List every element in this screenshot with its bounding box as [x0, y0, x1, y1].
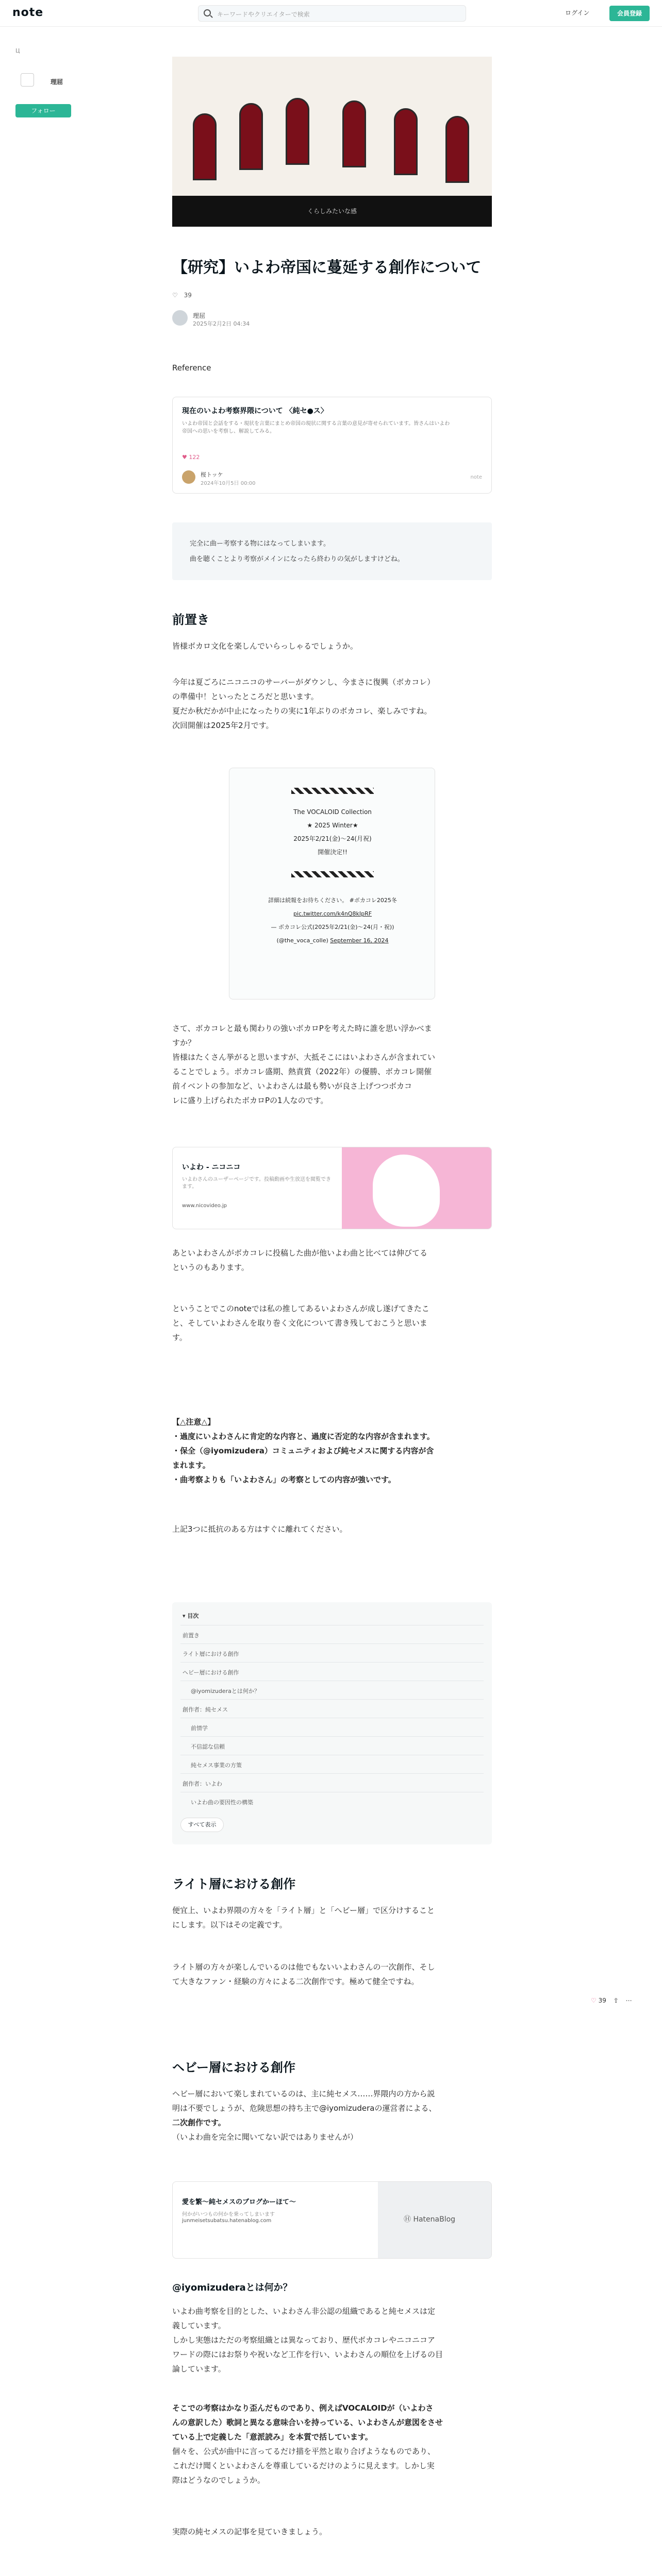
text-line: 皆様はたくさん挙がると思いますが、大抵そこにはいよわさんが含まれてい: [172, 1053, 436, 1062]
toc-divider: [180, 1662, 484, 1663]
nico-card-thumbnail: [342, 1147, 491, 1229]
text-line: というのもあります。: [172, 1263, 249, 1272]
text-line: と、そしていよわさんを取り巻く文化について書き残しておこうと思いま: [172, 1318, 427, 1328]
reference-card[interactable]: [172, 397, 492, 494]
event-date[interactable]: September 16, 2024: [330, 937, 389, 944]
text-line: 便宜上、いよわ界隈の方々を「ライト層」と「ヘビー層」で区分けすること: [172, 1906, 435, 1915]
text-line: 個々を、公式が曲中に言ってるだけ描を平然と取り合げようなものであり、: [172, 2447, 436, 2456]
text-line: 次回開催は2025年2月です。: [172, 721, 274, 730]
account-icon[interactable]: [21, 73, 34, 87]
text-line: あといよわさんがボカコレに投稿した曲が他いよわ曲と比べては伸びてる: [172, 1248, 428, 1258]
toc-item[interactable]: ライト層における創作: [183, 1651, 239, 1657]
arch-shape: [286, 98, 309, 165]
notice-line: 完全に曲ー考察する物にはなってしまいます。: [190, 540, 330, 548]
text-line: ヘビー層において楽しまれているのは、主に純セメス……界隈内の方から説: [172, 2089, 435, 2098]
hero-illustration: [172, 57, 492, 196]
caution-item: ・過度にいよわさんに肯定的な内容と、過度に否定的な内容が含まれます。: [172, 1432, 435, 1441]
paragraph: [172, 1960, 492, 1989]
toc-divider: [180, 1773, 484, 1774]
paragraph: [172, 1301, 492, 1345]
text-line: 明は不要でしょうが、危険思想の持ち主で@iyomizuderaの運営者による、: [172, 2104, 437, 2113]
text-line: ライト層の方々が楽しんでいるのは他でもないいよわさんの一次創作、そし: [172, 1962, 435, 1972]
ref-card-desc: いよわ帝国と会話をする・現状を言葉にまとめ帝国の現状に関する言葉の意見が寄せられています。皆さんはいよわ帝国への思いを考察し、解説してみる。: [182, 421, 450, 434]
like-count: 39: [184, 292, 192, 299]
text-line: 夏だか秋だかが中止になったりの実に1年ぶりのボカコレ、楽しみですね。: [172, 706, 432, 716]
section-heading-light: ライト層における創作: [172, 1877, 296, 1891]
toc-show-all-button[interactable]: すべて表示: [180, 1818, 224, 1832]
event-line: ★ 2025 Winter★: [307, 822, 358, 829]
toc-divider: [180, 1643, 484, 1644]
section-heading-heavy: ヘビー層における創作: [172, 2060, 296, 2075]
paragraph: [172, 1903, 492, 1932]
hero-image: [172, 57, 492, 227]
text-line: レに盛り上げられたボカロPの1人なのです。: [172, 1096, 328, 1105]
stripe-decoration: [291, 871, 374, 877]
toc-item[interactable]: 前置き: [183, 1632, 200, 1639]
heart-icon[interactable]: ♡: [591, 1997, 597, 2004]
login-link[interactable]: ログイン: [565, 9, 590, 16]
text-line: ということでこのnoteでは私の推してあるいよわさんが成し遂げてきたこ: [172, 1304, 429, 1313]
paragraph: 上記3つに抵抗のある方はすぐに離れてください。: [172, 1524, 347, 1534]
text-line: 前イベントの参加など、いよわさんは最も勢いが良さ上げつつボカコ: [172, 1081, 412, 1091]
text-line: す。: [172, 1333, 187, 1342]
top-bar: [0, 0, 662, 27]
text-line: さて、ボカコレと最も関わりの強いボカロPを考えた時に誰を思い浮かべま: [172, 1024, 432, 1033]
tweet-embed[interactable]: [229, 768, 435, 999]
text-line: そこでの考察はかなり歪んだものであり、例えばVOCALOIDが（いよわさ: [172, 2403, 434, 2413]
event-source: — ボカコレ公式(2025年2/21(金)〜24(月・祝)): [271, 924, 394, 930]
caution-title: 【△注意△】: [172, 1417, 216, 1427]
floating-action-bar: [591, 1997, 632, 2004]
heart-icon[interactable]: ♡: [172, 292, 178, 299]
caution-item: まれます。: [172, 1461, 210, 1470]
toc-item[interactable]: 創作者：いよわ: [183, 1781, 222, 1787]
text-line: 今年は夏ごろにニコニコのサーバーがダウンし、今まさに復興（ボカコレ）: [172, 677, 435, 687]
ref-card-author: 桜トッケ: [201, 471, 223, 478]
caution-block: [172, 1415, 492, 1487]
text-line: いよわ曲考察を目的とした、いよわさん非公認の組織であると純セメスは定: [172, 2307, 436, 2316]
toc-item[interactable]: 創作者：純セメス: [183, 1706, 228, 1713]
toc-header: ▾ 目次: [183, 1613, 199, 1619]
ref-card-avatar: [182, 470, 195, 484]
paragraph: [172, 1246, 492, 1275]
paragraph: [172, 2401, 492, 2487]
paragraph: [172, 1021, 492, 1108]
section-heading-preface: 前置き: [172, 613, 209, 627]
arch-shape: [342, 100, 366, 167]
publish-date: 2025年2月2日 04:34: [193, 320, 250, 327]
ghost-illustration: [373, 1155, 440, 1227]
note-brand-icon: note: [470, 474, 482, 480]
nico-card-desc: いよわさんのユーザーページです。投稿動画や生放送を閲覧できます。: [182, 1177, 331, 1190]
article-title: 【研究】いよわ帝国に蔓延する創作について: [172, 259, 482, 277]
text-line: にします。以下はその定義です。: [172, 1920, 287, 1929]
toc-divider: [180, 1699, 484, 1700]
author-block[interactable]: [172, 310, 492, 331]
arch-shape: [239, 103, 263, 170]
account-name[interactable]: 理屈: [51, 78, 63, 86]
caution-item: ・保全（@iyomizudera）コミュニティおよび純セメスに関する内容が含: [172, 1446, 434, 1455]
share-icon[interactable]: ⇪: [613, 1997, 619, 2004]
blog-card-title: 愛を繁〜純セメスのブログかーほて〜: [182, 2198, 296, 2206]
paragraph: [172, 2087, 492, 2144]
text-line: ている上で定義した「意派読み」を本質で括しています。: [172, 2432, 373, 2442]
text-line: 義しています。: [172, 2321, 226, 2330]
event-line: 開催決定!!: [318, 849, 347, 856]
nicovideo-card[interactable]: [172, 1147, 492, 1229]
text-line: ることでしょう。ボカコレ盛期、熱責賞（2022年）の優勝、ボカコレ開催: [172, 1067, 432, 1076]
toc-item[interactable]: いよわ曲の要因性の構築: [191, 1799, 253, 1806]
text-line: すか？: [172, 1038, 196, 1047]
note-logo[interactable]: note: [12, 6, 44, 19]
text-line: これだけ聞くといよわさんを尊重しているだけのように見えます。しかし実: [172, 2461, 435, 2470]
ref-card-like: ♥ 122: [182, 454, 200, 461]
paragraph: 皆様ボカロ文化を楽しんでいらっしゃるでしょうか。: [172, 641, 358, 651]
notice-line: 曲を聴くことより考察がメインになったら終わりの気がしますけどね。: [190, 555, 404, 563]
like-area[interactable]: [172, 292, 492, 299]
hatena-brand: Ⓗ HatenaBlog: [404, 2215, 456, 2224]
search-placeholder: キーワードやクリエイターで検索: [217, 11, 310, 18]
text-line: 二次創作です。: [172, 2118, 226, 2127]
stripe-decoration: [291, 788, 374, 794]
ref-card-title: 現在のいよわ考察界隈について 〈純セ●ス〉: [182, 407, 328, 415]
toc-item[interactable]: 純セメス事業の方策: [191, 1762, 242, 1769]
search-box[interactable]: [198, 5, 466, 22]
blog-card-thumbnail: [378, 2182, 491, 2259]
notice-box: [172, 522, 492, 580]
toc-item[interactable]: 前情学: [191, 1725, 208, 1732]
hatena-blog-card[interactable]: [172, 2181, 492, 2259]
paragraph: [172, 675, 492, 733]
paragraph: 実際の純セメスの記事を見ていきましょう。: [172, 2527, 327, 2536]
event-link[interactable]: pic.twitter.com/k4nQ8kIpRF: [293, 910, 372, 917]
arch-shape: [394, 108, 418, 175]
table-of-contents: [172, 1602, 492, 1844]
blog-card-desc: 何かがいつもの何かを乗ってしまいます: [182, 2212, 275, 2217]
hero-caption: くらしみたいな感: [172, 196, 492, 227]
toc-item[interactable]: 不信認な信頼: [191, 1743, 225, 1750]
text-line: て大きなファン・経験の方々による二次創作です。極めて健全ですね。: [172, 1977, 419, 1986]
blog-card-domain: junmeisetsubatsu.hatenablog.com: [182, 2218, 272, 2224]
event-line: The VOCALOID Collection: [293, 808, 372, 816]
author-name[interactable]: 理屈: [193, 312, 206, 319]
event-handle[interactable]: (@the_voca_colle): [276, 937, 328, 944]
nico-card-domain: www.nicovideo.jp: [182, 1203, 227, 1209]
text-line: 論しています。: [172, 2364, 226, 2374]
arch-shape: [445, 116, 469, 183]
paragraph: [172, 2304, 492, 2376]
text-line: 際はどうなのでしょうか。: [172, 2476, 266, 2485]
arch-shape: [193, 113, 217, 180]
sidebar: [15, 47, 77, 114]
toc-item[interactable]: ヘビー層における創作: [183, 1669, 239, 1676]
text-line: しかし実態はただの考察組織とは異なっており、歴代ボカコレやニコニコア: [172, 2335, 436, 2345]
text-line: ワードの際にはお祭りや祝いなど工作を行い、いよわさんの順位を上げるの目: [172, 2350, 443, 2359]
more-icon[interactable]: ⋯: [625, 1997, 632, 2004]
ref-card-date: 2024年10月5日 00:00: [201, 481, 256, 486]
toc-divider: [180, 1736, 484, 1737]
reference-label: Reference: [172, 363, 211, 372]
search-icon: [204, 9, 211, 16]
caution-item: ・曲考察よりも「いよわさん」の考察としての内容が強いです。: [172, 1475, 396, 1484]
text-line: んの意訳した）歌詞と異なる意味合いを持っている、いよわさんが意図をさせ: [172, 2418, 443, 2427]
event-detail: 詳細は続報をお待ちください。 #ボカコレ2025冬: [268, 897, 397, 904]
signup-button[interactable]: 会員登録: [609, 6, 650, 21]
subheading-iyomizudera: @iyomizuderaとは何か？: [172, 2282, 292, 2293]
follow-button[interactable]: フォロー: [15, 104, 71, 117]
ref-card-count: 122: [189, 454, 200, 461]
text-line: の準備中！といったところだと思います。: [172, 692, 319, 701]
event-line: 2025年2/21(金)〜24(月祝): [293, 835, 372, 842]
author-avatar[interactable]: [172, 310, 188, 326]
toc-item[interactable]: @iyomizuderaとは何か？: [191, 1688, 260, 1694]
nico-card-title: いよわ - ニコニコ: [182, 1163, 241, 1172]
float-like-count: 39: [598, 1997, 606, 2004]
sidebar-label: Ц: [15, 47, 20, 54]
text-line: （いよわ曲を完全に聞いてない訳ではありませんが）: [172, 2132, 358, 2142]
